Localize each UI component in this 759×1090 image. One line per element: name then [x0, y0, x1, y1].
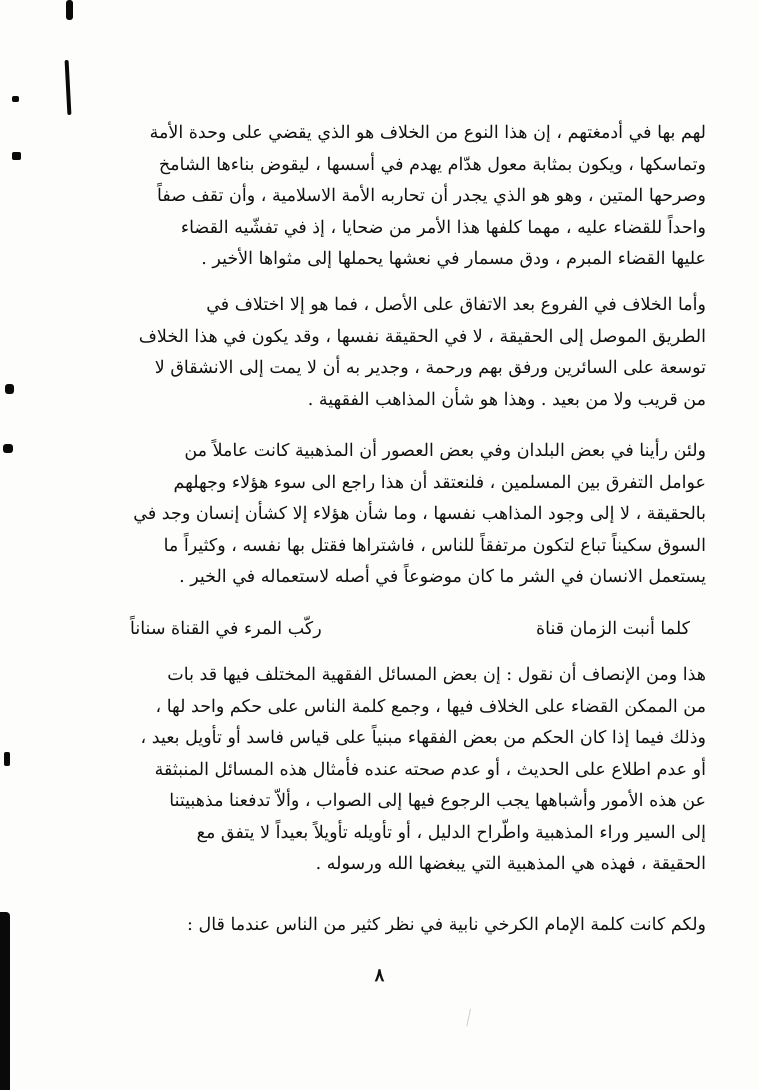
- verse-second-hemistich: ركّب المرء في القناة سناناً: [130, 619, 322, 639]
- paragraph-1: [96, 118, 706, 276]
- text-line: أو عدم اطلاع على الحديث ، أو عدم صحته عنده فأمثال هذه المسائل المنبثقة: [154, 759, 706, 780]
- scan-artifact-mark: [66, 0, 73, 20]
- text-line: لهم بها في أدمغتهم ، إن هذا النوع من الخلاف هو الذي يقضي على وحدة الأمة: [149, 123, 706, 143]
- text-line: عن هذه الأمور وأشباهها يجب الرجوع فيها إلى الصواب ، وألاّ تدفعنا مذهبيتنا: [169, 791, 706, 811]
- text-line: وأما الخلاف في الفروع بعد الاتفاق على الأصل ، فما هو إلا اختلاف في: [206, 295, 706, 315]
- text-line: بالحقيقة ، لا إلى وجود المذاهب نفسها ، وما شأن هؤلاء إلا كشأن إنسان وجد في: [133, 504, 706, 524]
- scan-artifact-mark: [65, 60, 72, 115]
- text-line: هذا ومن الإنصاف أن نقول : إن بعض المسائل الفقهية المختلف فيها قد بات: [167, 665, 706, 685]
- text-line: ولئن رأينا في بعض البلدان وفي بعض العصور أن المذهبية كانت عاملاً من: [184, 441, 706, 461]
- text-line: السوق سكيناً تباع لتكون مرتفقاً للناس ، فاشتراها فقتل بها نفسه ، وكثيراً ما: [163, 535, 706, 556]
- page-number: ٨: [374, 965, 385, 986]
- paragraph-3: [96, 436, 706, 594]
- text-line: توسعة على السائرين ورفق بهم ورحمة ، وجدير به أن لا يمت إلى الانشقاق لا: [154, 358, 706, 378]
- text-line: الطريق الموصل إلى الحقيقة ، لا في الحقيقة نفسها ، وقد يكون في هذا الخلاف: [138, 326, 706, 347]
- scan-artifact-mark: [4, 752, 10, 766]
- scan-artifact-mark: [12, 96, 19, 102]
- text-line: عوامل التفرق بين المسلمين ، فلنعتقد أن هذا راجع الى سوء هؤلاء وجهلهم: [173, 472, 706, 493]
- text-line: يستعمل الانسان في الشر ما كان موضوعاً في أصله لاستعماله في الخير .: [179, 567, 706, 587]
- paragraph-5: [96, 910, 706, 942]
- text-line: ولكم كانت كلمة الإمام الكرخي نابية في نظر كثير من الناس عندما قال :: [187, 915, 706, 935]
- text-line: وتماسكها ، ويكون بمثابة معول هدّام يهدم في أسسها ، ليقوض بناءها الشامخ: [158, 154, 706, 175]
- text-line: عليها القضاء المبرم ، ودق مسمار في نعشها يحملها إلى مثواها الأخير .: [201, 249, 706, 269]
- text-line: وذلك فيما إذا كان الحكم من بعض الفقهاء مبنياً على قياس فاسد أو تأويل بعيد ،: [140, 728, 706, 748]
- paragraph-2: [96, 290, 706, 416]
- scan-artifact-faint-stroke: [466, 1009, 484, 1030]
- scan-artifact-edge: [0, 912, 10, 1090]
- text-line: إلى السير وراء المذهبية واطّراح الدليل ، أو تأويله تأويلاً بعيداً لا يتفق مع: [196, 822, 706, 843]
- scan-artifact-mark: [12, 152, 21, 160]
- scan-artifact-mark: [5, 384, 14, 394]
- paragraph-4: [96, 660, 706, 881]
- text-line: من قريب ولا من بعيد . وهذا هو شأن المذاهب الفقهية .: [307, 389, 706, 410]
- verse-first-hemistich: كلما أنبت الزمان قناة: [535, 619, 690, 639]
- text-line: واحداً للقضاء عليه ، مهما كلفها هذا الأمر من ضحايا ، إذ في تفشّيه القضاء: [180, 217, 706, 238]
- text-line: الحقيقة ، فهذه هي المذهبية التي يبغضها الله ورسوله .: [315, 854, 706, 874]
- text-line: وصرحها المتين ، وهو هو الذي يجدر أن تحاربه الأمة الاسلامية ، وأن تقف صفاً: [157, 186, 706, 206]
- scan-artifact-mark: [3, 444, 13, 453]
- text-line: من الممكن القضاء على الخلاف فيها ، وجمع كلمة الناس على حكم واحد لها ،: [155, 696, 706, 717]
